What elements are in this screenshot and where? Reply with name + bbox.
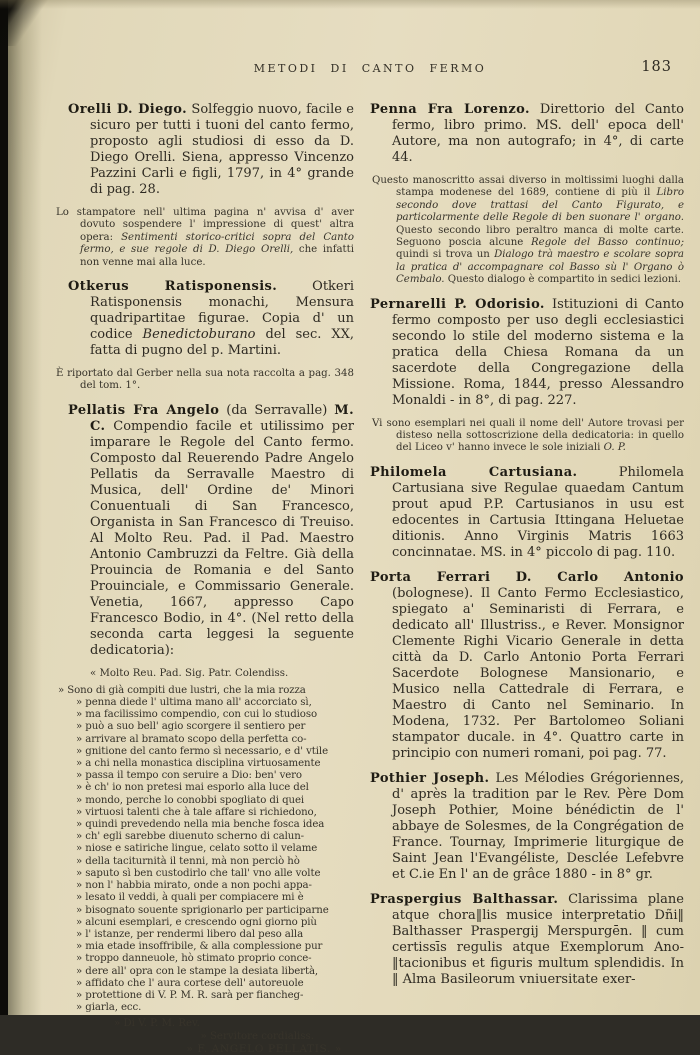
dedication-line: » penna diede l' ultima mano all' accorciato sì, (76, 697, 312, 709)
entry-pothier: Pothier Joseph. Les Mélodies Grégoriennes, d' après la tradition par le Rev. Père Dom Joseph Pothier, Moine bénédictin de l' abbaye de Solesmes, de la Congrégation de France. Tournay, Imprimerie liturgique de Saint Jean l'Evangéliste, Desclée Lefebvre et C.ie En l' an de grâce 1880 - in 8° gr. (370, 770, 684, 882)
dedication-line: » passa il tempo con seruire a Dio: ben' vero (76, 770, 302, 782)
page-header (56, 59, 684, 86)
entry-penna: Penna Fra Lorenzo. Direttorio del Canto fermo, libro primo. MS. dell' epoca dell' Autore, ma non autografo; in 4°, di carte 44. (370, 102, 684, 165)
dedication-line: » giarla, ecc. (76, 1002, 142, 1014)
entry-pellatis: Pellatis Fra Angelo (da Serravalle) M. C. Compendio facile et utilissimo per imparare le Regole del Canto fermo. Composto dal Reuerendo Padre Angelo Pellatis da Serravalle Maestro di Musica, dell' Ordine de' Minori Conuentuali di San Francesco, Organista in San Francesco di Treuiso. Al Molto Reu. Pad. il Pad. Maestro Antonio Cambruzzi da Feltre. Già della Prouincia de Romania e del Santo Prouinciale, e Commissario Generale. Venetia, 1667, appresso Capo Francesco Bodio, in 4°. (Nel retto della seconda carta leggesi la seguente dedicatoria): (68, 402, 354, 658)
note-otkerus: È riportato dal Gerber nella sua nota raccolta a pag. 348 del tom. 1°. (56, 368, 354, 392)
binding-spine (0, 0, 8, 1015)
page-content (56, 59, 685, 1055)
dedication-line: » alcuni esemplari, e crescendo ogni giorno più (76, 916, 317, 928)
dedication-line: » gnitione del canto fermo sì necessario, e d' vtile (76, 745, 329, 757)
left-column (56, 102, 354, 1055)
dedication-line: » protettione di V. P. M. R. sarà per fiancheg- (76, 989, 304, 1001)
dedication-signoff-addressee: » Di V. P. M. Rev. (114, 1018, 200, 1030)
entry-praspergius: Praspergius Balthassar. Clarissima plane atque chora‖lis musice interpretatio Dñi‖ Balthasser Praspergij Merspurgēn. ‖ cum certissīs regulis atque Exemplorum Ano-‖tacionibus et figuris multum splendidis. In ‖ Alma Basileorum vniuersitate exer- (370, 891, 684, 987)
dedication-line: » dere all' opra con le stampe la desiata libertà, (76, 965, 319, 977)
right-column (366, 102, 684, 1055)
dedication-signoff-name: » F. ANGELO PELLATIS. » (186, 1043, 342, 1055)
dedication-line: » mondo, perche lo conobbi spogliato di quei (76, 794, 305, 806)
text-columns (56, 102, 684, 1055)
page-top-shadow (0, 0, 700, 9)
note-penna: Questo manoscritto assai diverso in moltissimi luoghi dalla stampa modenese del 1689, contiene di più il Libro secondo dove trattasi del Canto Figurato, e particolarmente delle Regole di ben suonare l' organo. Questo secondo libro peraltro manca di molte carte. Seguono poscia alcune Regole del Basso continuo; quindi si trova un Dialogo trà maestro e scolare sopra la pratica d' accompagnare col Basso sù l' Organo ò Cembalo. Questo dialogo è compartito in sedici lezioni. (372, 175, 684, 286)
dedication-line: » quindi prevedendo nella mia benche fosca idea (76, 819, 325, 831)
dedication-line: » virtuosi talenti che à tale affare si richiedono, (76, 806, 317, 818)
dedication-line: » niose e satiriche lingue, celato sotto il velame (76, 843, 318, 855)
dedication-signoff-servitore: » Servitore cordialiss. (200, 1031, 314, 1043)
dedication-line: » affidato che l' aura cortese dell' autoreuole (76, 977, 304, 989)
entry-orelli: Orelli D. Diego. Solfeggio nuovo, facile e sicuro per tutti i tuoni del canto fermo, proposto agli studiosi di esso da D. Diego Orelli. Siena, appresso Vincenzo Pazzini Carli e figli, 1797, in 4° grande di pag. 28. (68, 102, 354, 197)
dedication-line: » bisognato souente sprigionarlo per participarne (76, 904, 329, 916)
dedication-line: » della taciturnità il tenni, mà non perciò hò (76, 855, 300, 867)
dedication-line: » può a suo bell' agio scorgere il sentiero per (76, 721, 306, 733)
dedication-line: » non l' habbia mirato, onde a non pochi appa- (76, 880, 312, 892)
page-number: 183 (641, 59, 672, 75)
binding-shadow (8, 0, 42, 1015)
entry-porta-ferrari: Porta Ferrari D. Carlo Antonio (bolognese). Il Canto Fermo Ecclesiastico, spiegato a' Seminaristi di Ferrara, e dedicato all' Illustriss., e Rever. Monsignor Clemente Righi Vicario Generale in detta città da D. Carlo Antonio Porta Ferrari Sacerdote Bolognese Mansionario, e Musico nella Cattedrale di Ferrara, e Maestro di Canto nel Seminario. In Modena, 1732. Per Bartolomeo Soliani stampator ducale. in 4°. Quattro carte in principio con numeri romani, poi pag. 77. (370, 569, 684, 761)
dedication-line: » ch' egli sarebbe diuenuto scherno di calun- (76, 831, 304, 843)
entry-otkerus: Otkerus Ratisponensis. Otkeri Ratisponensis monachi, Mensura quadripartitae figurae. Copia d' un codice Benedictoburano del sec. XX, fatta di pugno del p. Martini. (68, 279, 354, 359)
running-title: METODI DI CANTO FERMO (253, 62, 487, 75)
dedication-line: » è ch' io non pretesi mai esporlo alla luce del (76, 782, 309, 794)
entry-pernarelli: Pernarelli P. Odorisio. Istituzioni di Canto fermo composto per uso degli ecclesiastici secondo lo stile del moderno sistema e la pratica della Chiesa Romana da un sacerdote della Congregazione della Missione. Roma, 1844, presso Alessandro Monaldi - in 8°, di pag. 227. (370, 296, 684, 408)
dedication-salutation: « Molto Reu. Pad. Sig. Patr. Colendiss. (90, 667, 289, 679)
dedication-line: » mia etade insoffribile, & alla complessione pur (76, 941, 323, 953)
dedication-line: » Sono di già compiti due lustri, che la mia rozza (58, 684, 306, 696)
dedication-line: » ma facilissimo compendio, con cui lo studioso (76, 709, 318, 721)
dedication-quote (56, 685, 354, 1014)
entry-philomela: Philomela Cartusiana. Philomela Cartusiana sive Regulae quaedam Cantum prout apud P.P. Cartusianos in usu est edocentes in Cartusia Ittingana Heluetae ditionis. Anno Virginis Matris 1663 concinnatae. MS. in 4° piccolo di pag. 110. (370, 464, 685, 560)
dedication-line: » lesato il veddi, à quali per compiacere mi è (76, 892, 304, 904)
dedication-line: » l' istanze, per rendermi libero dal peso alla (76, 928, 304, 940)
dedication-line: » saputo sì ben custodirlo che tall' vno alle volte (76, 867, 321, 879)
dedication-line: » arrivare al bramato scopo della perfetta co- (76, 733, 307, 745)
note-orelli: Lo stampatore nell' ultima pagina n' avvisa d' aver dovuto sospendere l' impressione di quest' altra opera: Sentimenti storico-critici sopra del Canto fermo, e sue regole di D. Diego Orelli, che infatti non venne mai alla luce. (56, 207, 354, 268)
dedication-line: » a chi nella monastica disciplina virtuosamente (76, 758, 321, 770)
note-pernarelli: Vi sono esemplari nei quali il nome dell' Autore trovasi per disteso nella sottoscrizione della dedicatoria: in quello del Liceo v' hanno invece le sole iniziali O. P. (372, 417, 684, 454)
dedication-line: » troppo danneuole, hò stimato proprio conce- (76, 953, 312, 965)
